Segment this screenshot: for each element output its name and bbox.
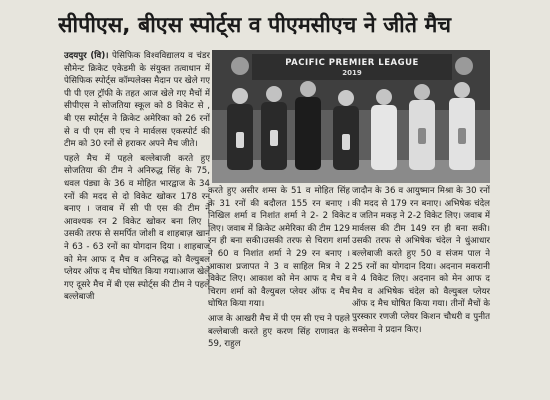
photo-banner-text: PACIFIC PREMIER LEAGUE: [285, 58, 419, 68]
team-photo: [212, 50, 490, 183]
dateline: उदयपुर (वि)।: [64, 51, 109, 61]
article-paragraph-2: पहले मैच में पहले बल्लेबाजी करते हुए सोजतिया की टीम ने अनिरुद्ध सिंह के 75, धवल पंड्या के 36 व मोहित भारद्वाज के 34 रनों की मदद से दो विकेट खोकर 178 रन बनाए । जवाब में सी पी एस की टीम ने आवश्यक रन 2 विकेट खोकर बना लिए । उसकी तरफ से समर्पित जोशी व शाहबाज़ खान ने 63 - 63 रनों का योगदान दिया । शाहबाज को मेन आफ द मैच व अनिरुद्ध को वैल्युबल प्लेयर ऑफ द मैच घोषित किया गया।आज खेले गए दूसरे मैच में बी एस स्पोर्ट्स की टीम ने पहले बल्लेबाजी: [64, 153, 210, 303]
article-paragraph-1: पेसिफिक विश्वविद्यालय व चंडर सौमेन्ट क्रिकेट एकेडमी के संयुक्त तत्वाधान में पेसिफिक स्पोर्ट्स कॉम्पलेक्स मैदान पर खेले गए पी पी एल ट्रॉफी के तहत आज खेले गए मैचों में सीपीएस ने सोजतिया स्कूल को 8 विकेट से , बी एस स्पोर्ट्स ने क्रिकेट अमेरिका को 26 रनों से व पी एम सी एच ने मार्वलस एकस्पोर्ट की टीम को 30 रनों से हराकर अपने मैच जीते।: [64, 51, 210, 150]
photo-banner-year: 2019: [342, 69, 362, 77]
article-column-2: [208, 185, 350, 397]
article-paragraph-4: आज के आखरी मैच में पी एम सी एच ने पहले बल्लेबाजी करते हुए करण सिंह राणावत के 59, राहुल: [208, 313, 350, 350]
article-paragraph-5: जादौन के 36 व आयुष्मान मिश्रा के 30 रनों की मदद से 179 रन बनाए। अभिषेक चंदेल व जतिन मकड़ ने 2-2 विकेट लिए। जवाब में मार्वलस की टीम 149 रन ही बना सकी। उसकी तरफ से अभिषेक चंदेल ने धुंआधार बल्लेबाजी करते हुए 50 व संजम पाल ने 25 रनों का योगदान दिया। अदनान मकरानी ने 4 विकेट लिए। अदनान को मेन आफ द मैच व अभिषेक चंदेल को वैल्युबल प्लेयर ऑफ द मैच घोषित किया गया। तीनों मैचों के पुरस्कार रणजी प्लेयर किशन चौधरी व पुनीत सक्सेना ने प्रदान किए।: [352, 186, 490, 335]
article-lead: [64, 50, 210, 151]
headline: सीपीएस, बीएस स्पोर्ट्स व पीएमसीएच ने जीते मैच: [58, 13, 451, 38]
article-column-3: [352, 185, 490, 397]
article-paragraph-3: करते हुए असीर शम्स के 51 व मोहित सिंह के 31 रनों की बदौलत 155 रन बनाए । निखिल शर्मा व निशांत शर्मा ने 2- 2 विकेट लिए। जवाब में क्रिकेट अमेरिका की टीम 129 रन ही बना सकी।उसकी तरफ से चिराग शर्मा ने 60 व निशांत शर्मा ने 29 रन बनाए ।आकाश प्रजापत ने 3 व साहिल मित्र ने 2 विकेट लिए। आकाश को मेन आफ द मैच व चिराग शर्मा को वैल्युबल प्लेयर ऑफ द मैच घोषित किया गया।: [208, 186, 350, 310]
article-column-1: [64, 50, 210, 396]
